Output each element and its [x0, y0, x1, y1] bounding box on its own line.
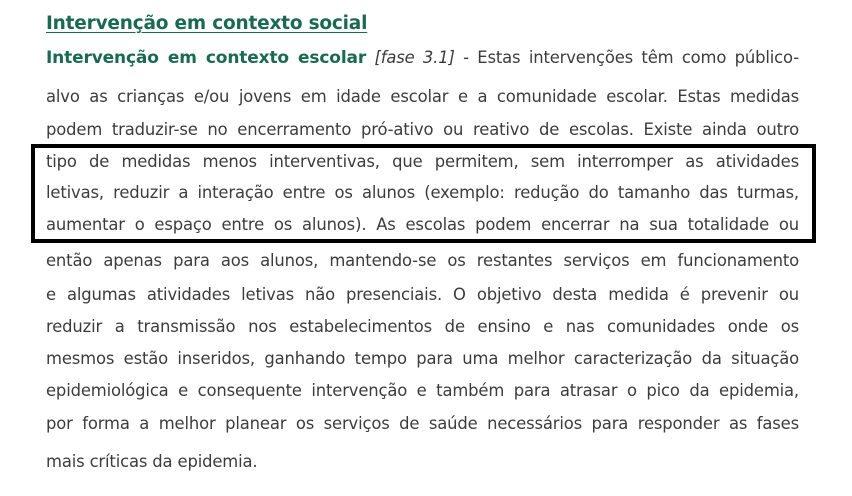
section-title: Intervenção em contexto social	[46, 13, 368, 34]
paragraph-line-3: podem traduzir-se no encerramento pró-ativo ou reativo de escolas. Existe ainda outro	[46, 120, 799, 139]
paragraph-line-5: letivas, reduzir a interação entre os alunos (exemplo: redução do tamanho das turmas,	[46, 183, 799, 202]
paragraph-line-4: tipo de medidas menos interventivas, que permitem, sem interromper as atividades	[46, 152, 799, 171]
paragraph-line-12: por forma a melhor planear os serviços de saúde necessários para responder as fases	[46, 414, 799, 433]
paragraph-line-9: reduzir a transmissão nos estabelecimentos de ensino e nas comunidades onde os	[46, 317, 799, 336]
paragraph-line-8: e algumas atividades letivas não presenciais. O objetivo desta medida é prevenir ou	[46, 285, 799, 304]
paragraph-line-1	[46, 47, 799, 69]
paragraph-line-7: então apenas para aos alunos, mantendo-se os restantes serviços em funcionamento	[46, 251, 799, 270]
subsection-heading: Intervenção em contexto escolar	[46, 48, 367, 68]
paragraph-line-11: epidemiológica e consequente intervenção e também para atrasar o pico da epidemia,	[46, 381, 799, 400]
paragraph-line-13: mais críticas da epidemia.	[46, 452, 258, 471]
paragraph-line-6: aumentar o espaço entre os alunos). As escolas podem encerrar na sua totalidade ou	[46, 215, 799, 234]
paragraph-line-2: alvo as crianças e/ou jovens em idade escolar e a comunidade escolar. Estas medidas	[46, 87, 799, 106]
phase-tag: [fase 3.1]	[374, 48, 455, 67]
paragraph-text: - Estas intervenções têm como público-	[454, 48, 799, 67]
paragraph-line-10: mesmos estão inseridos, ganhando tempo para uma melhor caracterização da situação	[46, 349, 799, 368]
